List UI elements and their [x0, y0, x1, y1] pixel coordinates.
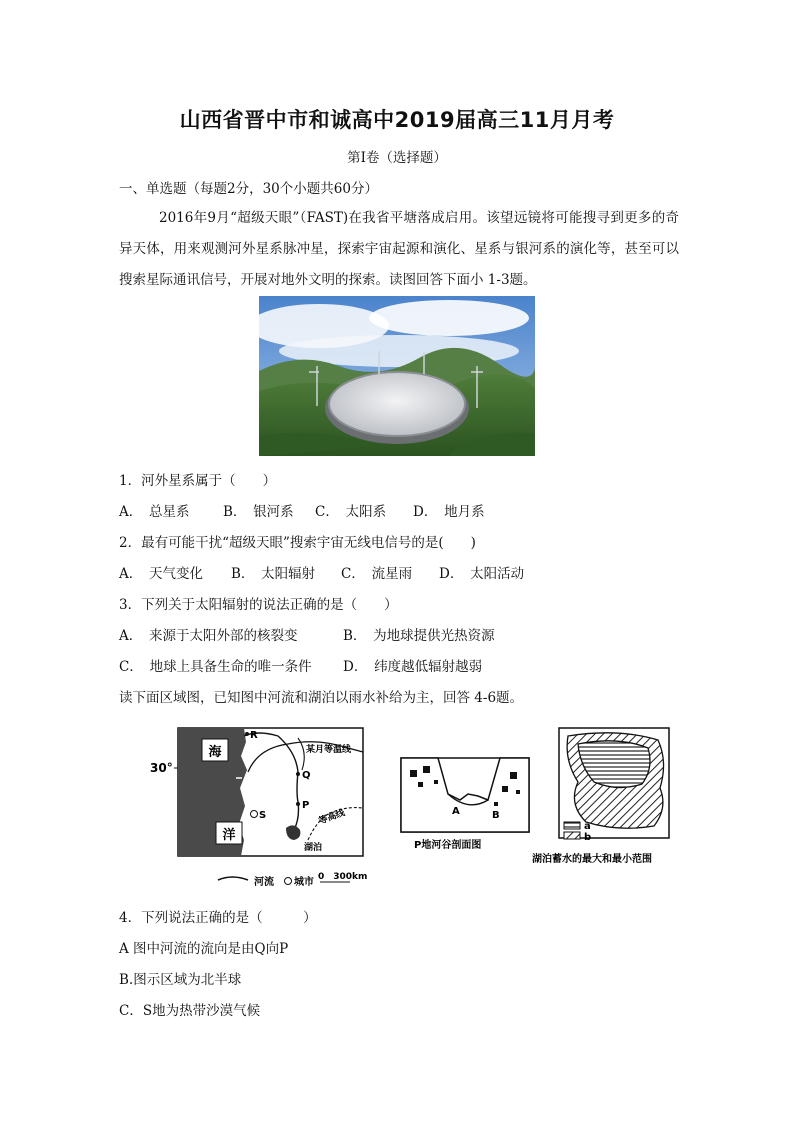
option-b: B． 银河系 — [223, 504, 294, 520]
option-d: D． 太阳活动 — [439, 566, 525, 582]
page-title: 山西省晋中市和诚高中2019届高三11月月考 — [179, 108, 615, 132]
question-4-option-b: B.图示区域为北半球 — [119, 972, 242, 988]
question-2-stem: 2．最有可能干扰“超级天眼”搜索宇宙无线电信号的是( ) — [119, 535, 476, 551]
fast-telescope-photo — [259, 296, 535, 456]
valley-caption: P地河谷剖面图 — [414, 840, 482, 851]
sea-label: 海 — [208, 745, 222, 760]
valley-profile — [401, 758, 529, 851]
option-a: A． 天气变化 — [119, 566, 203, 582]
question-4-stem: 4．下列说法正确的是（ ） — [119, 910, 317, 926]
legend-city: 城市 — [294, 877, 314, 888]
option-c: C． 地球上具备生命的唯一条件 — [119, 659, 312, 675]
question-4-option-a: A 图中河流的流向是由Q向P — [119, 941, 289, 957]
lake-caption: 湖泊蓄水的最大和最小范围 — [532, 854, 652, 865]
ocean-label: 洋 — [222, 828, 236, 843]
lake-extent-diagram — [532, 728, 669, 865]
lake-legend-a: a — [584, 821, 591, 832]
isotherm-label: 某月等温线 — [306, 745, 352, 755]
lake-label: 湖泊 — [304, 843, 323, 853]
contour-label: 等高线 — [317, 808, 347, 827]
option-b: B． 为地球提供光热资源 — [343, 628, 495, 644]
option-b: B． 太阳辐射 — [231, 566, 316, 582]
legend-river: 河流 — [254, 877, 274, 888]
valley-label-b: B — [492, 810, 500, 821]
question-4-option-c: C．S地为热带沙漠气候 — [119, 1003, 261, 1019]
valley-label-a: A — [452, 806, 460, 817]
option-a: A． 来源于太阳外部的核裂变 — [119, 628, 298, 644]
option-d: D． 地月系 — [413, 504, 485, 520]
option-a: A． 总星系 — [119, 504, 190, 520]
question-1-options — [119, 500, 485, 520]
question-2-options — [119, 562, 524, 582]
point-q-label: Q — [302, 770, 311, 781]
option-c: C． 太阳系 — [315, 504, 387, 520]
question-3-options-row1 — [119, 624, 495, 644]
option-d: D． 纬度越低辐射越弱 — [343, 659, 483, 675]
lake-legend-b: b — [584, 832, 592, 843]
option-c: C． 流星雨 — [341, 566, 413, 582]
latitude-label: 30° — [150, 761, 173, 775]
intro-paragraph: 2016年9月“超级天眼”（FAST)在我省平塘落成启用。该望远镜将可能搜寻到更多的奇异天体，用来观测河外星系脉冲星，探索宇宙起源和演化、星系与银河系的演化等，甚至可以搜索星际通讯信号，开展对地外文明的探索。读图回答下面小 1-3题。 — [119, 210, 679, 288]
question-1-stem: 1．河外星系属于（ ） — [119, 473, 277, 489]
point-r-label: R — [250, 730, 258, 741]
section-subtitle: 第Ⅰ卷（选择题） — [347, 150, 447, 166]
figure-intro: 读下面区域图，已知图中河流和湖泊以雨水补给为主，回答 4-6题。 — [119, 690, 524, 706]
scale-label: 0 300km — [318, 872, 368, 882]
region-map — [150, 728, 367, 888]
point-p-label: P — [302, 800, 310, 811]
point-s-label: S — [259, 810, 267, 821]
section-heading: 一、单选题（每题2分，30个小题共60分） — [119, 181, 378, 197]
question-3-stem: 3．下列关于太阳辐射的说法正确的是（ ） — [119, 597, 398, 613]
region-figure — [148, 722, 678, 894]
question-3-options-row2 — [119, 655, 482, 675]
